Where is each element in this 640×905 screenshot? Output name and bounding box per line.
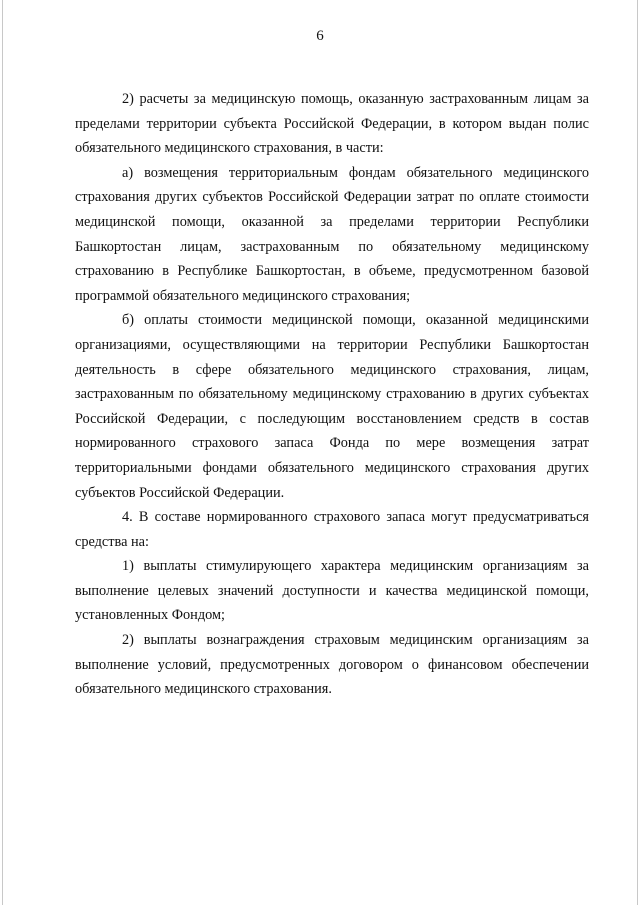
page-edge-right <box>637 0 638 905</box>
paragraph-item-1: 1) выплаты стимулирующего характера медицинским организациям за выполнение целевых значений доступности и качества медицинской помощи, установленных Фондом; <box>75 558 589 624</box>
page-number: 6 <box>316 28 324 44</box>
paragraph-section-4: 4. В составе нормированного страхового запаса могут предусматриваться средства на: <box>75 509 589 550</box>
paragraph-subitem-b: б) оплаты стоимости медицинской помощи, оказанной медицинскими организациями, осуществляющими на территории Республики Башкортостан деятельность в сфере обязательного медицинского страхования, лицам, застрахованным по обязательному медицинскому страхованию в других субъектах Российской Федерации, с последующим восстановлением средств в состав нормированного страхового запаса Фонда по мере возмещения затрат территориальными фондами обязательного медицинского страхования других субъектов Российской Федерации. <box>75 312 589 501</box>
document-body <box>75 87 589 702</box>
paragraph-item-2: 2) расчеты за медицинскую помощь, оказанную застрахованным лицам за пределами территории субъекта Российской Федерации, в котором выдан полис обязательного медицинского страхования, в части: <box>75 91 589 157</box>
page-edge-left <box>2 0 3 905</box>
paragraph-subitem-a: а) возмещения территориальным фондам обязательного медицинского страхования других субъектов Российской Федерации затрат по оплате стоимости медицинской помощи, оказанной за пределами территории Республики Башкортостан лицам, застрахованным по обязательному медицинскому страхованию в Республике Башкортостан, в объеме, предусмотренном базовой программой обязательного медицинского страхования; <box>75 164 589 304</box>
paragraph-item-2-rewards: 2) выплаты вознаграждения страховым медицинским организациям за выполнение условий, предусмотренных договором о финансовом обеспечении обязательного медицинского страхования. <box>75 632 589 698</box>
